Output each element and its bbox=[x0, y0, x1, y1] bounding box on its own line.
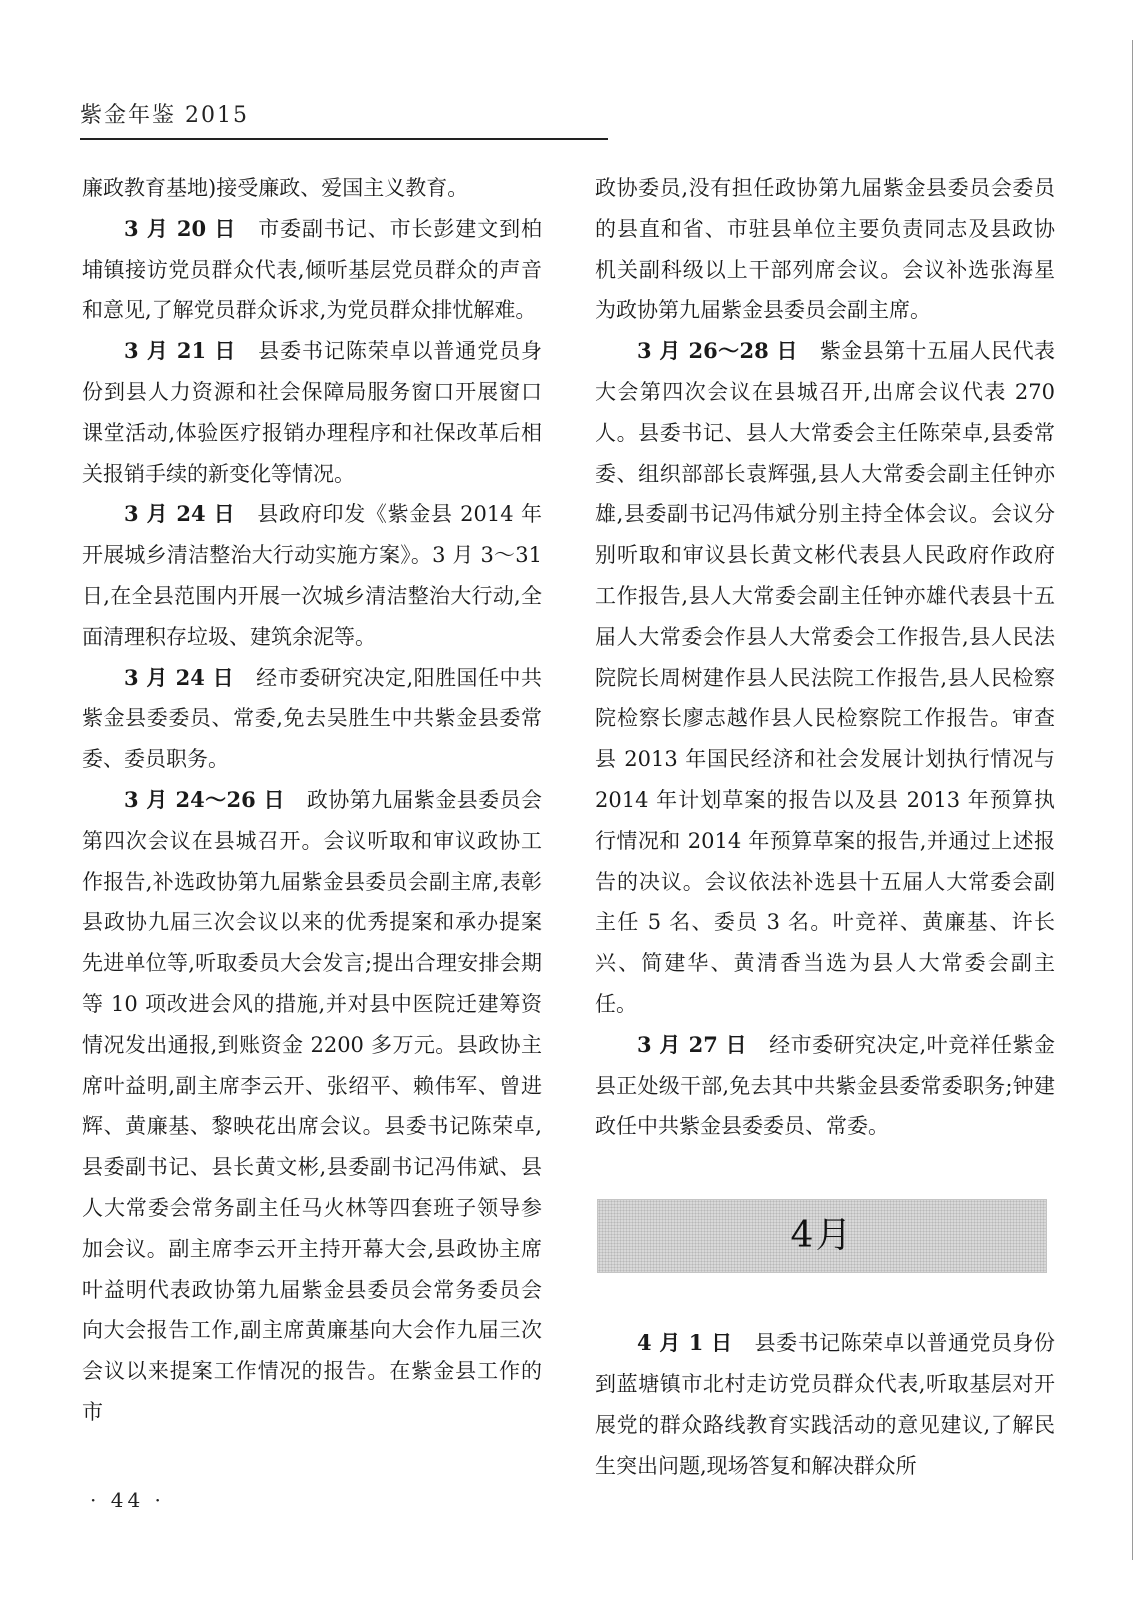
paragraph-text: 政协委员,没有担任政协第九届紫金县委员会委员的县直和省、市驻县单位主要负责同志及县政协机关副科级以上干部列席会议。会议补选张海星为政协第九届紫金县委员会副主席。 bbox=[595, 176, 1055, 323]
left-column bbox=[82, 168, 542, 1433]
entry-text: 政协第九届紫金县委员会第四次会议在县城召开。会议听取和审议政协工作报告,补选政协第九届紫金县委员会副主席,表彰县政协九届三次会议以来的优秀提案和承办提案先进单位等,听取委员大会发言;提出合理安排会期等 10 项改进会风的措施,并对县中医院迁建筹资情况发出通报,到账资金 2200 多万元。县政协主席叶益明,副主席李云开、张绍平、赖伟军、曾进辉、黄廉基、黎映花出席会议。县委书记陈荣卓,县委副书记、县长黄文彬,县委副书记冯伟斌、县人大常委会常务副主任马火林等四套班子领导参加会议。副主席李云开主持开幕大会,县政协主席叶益明代表政协第九届紫金县委员会常务委员会向大会报告工作,副主席黄廉基向大会作九届三次会议以来提案工作情况的报告。在紫金县工作的市 bbox=[82, 787, 542, 1424]
entry-paragraph bbox=[595, 1323, 1055, 1486]
entry-paragraph bbox=[595, 1025, 1055, 1147]
running-header: 紫金年鉴 2015 bbox=[80, 103, 249, 128]
right-column bbox=[595, 168, 1055, 1486]
paragraph bbox=[595, 168, 1055, 331]
entry-paragraph bbox=[82, 331, 542, 494]
month-section-heading bbox=[597, 1199, 1047, 1273]
header-rule bbox=[80, 138, 608, 140]
entry-text: 紫金县第十五届人民代表大会第四次会议在县城召开,出席会议代表 270 人。县委书记、县人大常委会主任陈荣卓,县委常委、组织部部长袁辉强,县人大常委会副主任钟亦雄,县委副书记冯伟斌分别主持全体会议。会议分别听取和审议县长黄文彬代表县人民政府作政府工作报告,县人大常委会副主任钟亦雄代表县十五届人大常委会作县人大常委会工作报告,县人民法院院长周树建作县人民法院工作报告,县人民检察院检察长廖志越作县人民检察院工作报告。审查县 2013 年国民经济和社会发展计划执行情况与 2014 年计划草案的报告以及县 2013 年预算执行情况和 2014 年预算草案的报告,并通过上述报告的决议。会议依法补选县十五届人大常委会副主任 5 名、委员 3 名。叶竞祥、黄廉基、许长兴、简建华、黄清香当选为县人大常委会副主任。 bbox=[595, 339, 1055, 1016]
entry-date: 3 月 27 日 bbox=[637, 1031, 748, 1057]
paragraph-text: 廉政教育基地)接受廉政、爱国主义教育。 bbox=[82, 176, 469, 200]
entry-paragraph bbox=[595, 331, 1055, 1025]
entry-date: 3 月 24 日 bbox=[124, 501, 236, 527]
entry-paragraph bbox=[82, 209, 542, 331]
entry-date: 3 月 24～26 日 bbox=[124, 786, 285, 812]
entry-text: 经市委研究决定,叶竞祥任紫金县正处级干部,免去其中共紫金县委常委职务;钟建政任中共紫金县委委员、常委。 bbox=[595, 1032, 1055, 1139]
entry-paragraph bbox=[82, 494, 542, 657]
entry-date: 3 月 20 日 bbox=[124, 215, 237, 241]
scan-edge-line bbox=[1132, 40, 1133, 1560]
entry-text: 经市委研究决定,阳胜国任中共紫金县委委员、常委,免去吴胜生中共紫金县委常委、委员职务。 bbox=[82, 665, 542, 772]
entry-date: 4 月 1 日 bbox=[637, 1330, 733, 1356]
entry-text: 市委副书记、市长彭建文到柏埔镇接访党员群众代表,倾听基层党员群众的声音和意见,了解党员群众诉求,为党员群众排忧解难。 bbox=[82, 216, 542, 323]
entry-date: 3 月 24 日 bbox=[124, 664, 235, 690]
page-number: · 44 · bbox=[90, 1488, 165, 1512]
entry-date: 3 月 26～28 日 bbox=[637, 338, 798, 364]
entry-paragraph bbox=[82, 658, 542, 780]
entry-date: 3 月 21 日 bbox=[124, 338, 237, 364]
entry-text: 县委书记陈荣卓以普通党员身份到县人力资源和社会保障局服务窗口开展窗口课堂活动,体验医疗报销办理程序和社保改革后相关报销手续的新变化等情况。 bbox=[82, 339, 542, 486]
paragraph bbox=[82, 168, 542, 209]
entry-paragraph bbox=[82, 780, 542, 1433]
entry-text: 县政府印发《紫金县 2014 年开展城乡清洁整治大行动实施方案》。3 月 3～31 日,在全县范围内开展一次城乡清洁整治大行动,全面清理积存垃圾、建筑余泥等。 bbox=[82, 502, 542, 649]
month-heading-label: 4月 bbox=[790, 1214, 854, 1256]
entry-text: 县委书记陈荣卓以普通党员身份到蓝塘镇市北村走访党员群众代表,听取基层对开展党的群众路线教育实践活动的意见建议,了解民生突出问题,现场答复和解决群众所 bbox=[595, 1331, 1055, 1478]
